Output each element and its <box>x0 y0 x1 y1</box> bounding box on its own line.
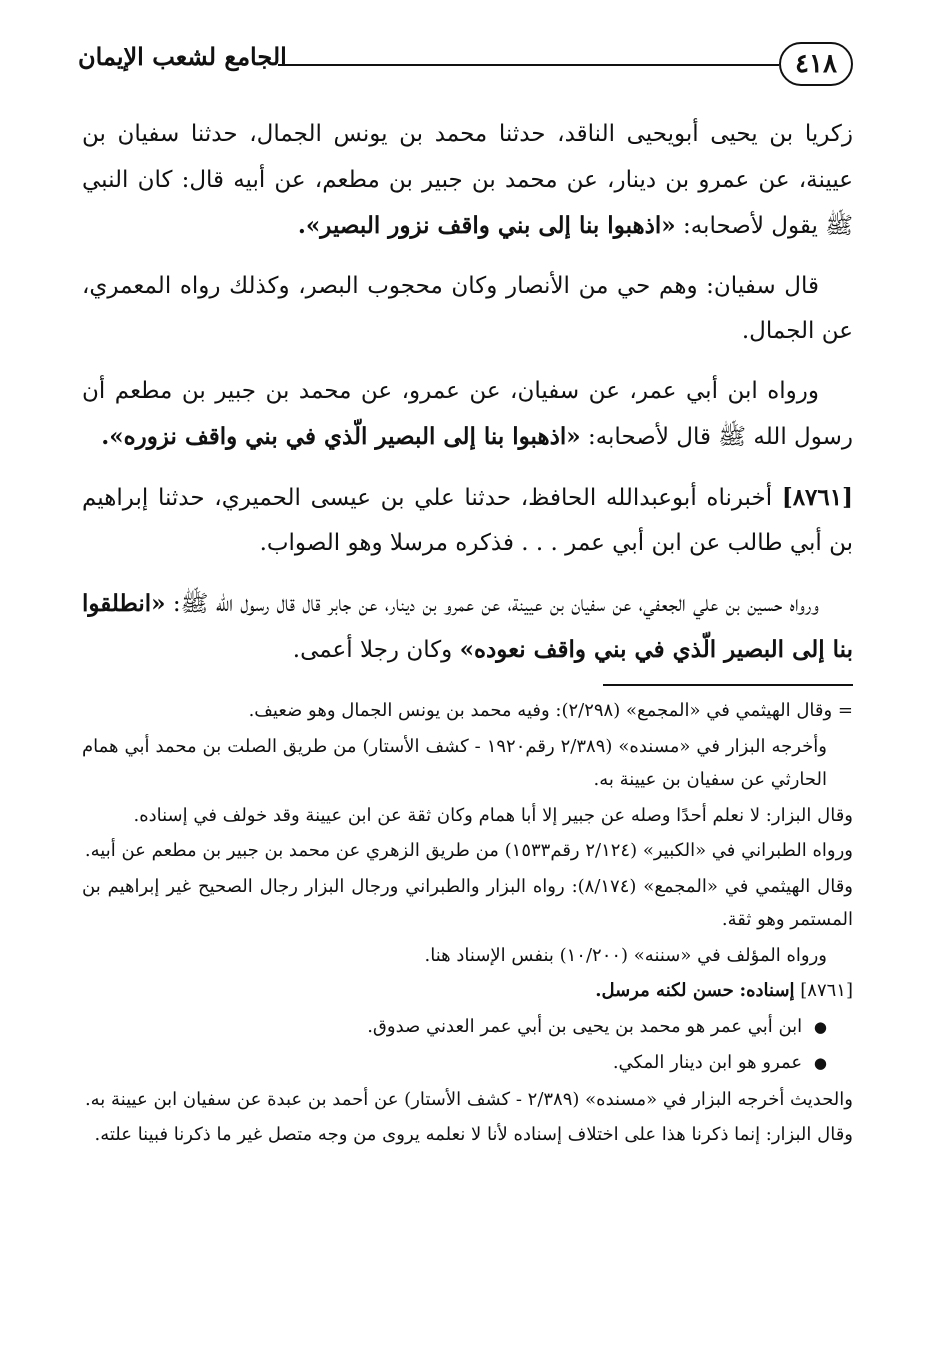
footnote-7 <box>82 974 853 1008</box>
paragraph-3 <box>82 369 853 461</box>
paragraph-1-quote: «اذهبوا بنا إلى بني واقف نزور البصير». <box>297 212 676 239</box>
footnote-bullet-2 <box>82 1046 853 1081</box>
footnote-7-label: إسناده: <box>739 980 795 1001</box>
footnote-3: وقال البزار: لا نعلم أحدًا وصله عن جبير إلا أبا همام وكان ثقة عن ابن عيينة وقد خولف في إسناده. <box>133 804 853 826</box>
paragraph-1 <box>82 112 853 250</box>
footnote-bullet-1-text: ابن أبي عمر هو محمد بن يحيى بن أبي عمر العدني صدوق. <box>367 1015 803 1037</box>
footnote-4: ورواه الطبراني في «الكبير» (٢/١٢٤ رقم١٥٣٣) من طريق الزهري عن محمد بن جبير بن مطعم عن أبيه. <box>84 840 853 861</box>
page-header <box>78 38 853 92</box>
footnote-5: وقال الهيثمي في «المجمع» (٨/١٧٤): رواه البزار والطبراني ورجال البزار رجال الصحيح غير إبراهيم بن المستمر وهو ثقة. <box>82 875 853 930</box>
paragraph-5-quote: «انطلقوا بنا إلى البصير الّذي في بني واقف نعوده» <box>82 589 853 663</box>
paragraph-3-quote: «اذهبوا بنا إلى البصير الّذي في بني واقف نزوره». <box>101 423 581 450</box>
footnote-divider <box>603 684 853 686</box>
bullet-icon: ● <box>813 1017 827 1036</box>
bullet-icon: ● <box>813 1054 827 1072</box>
hadith-8761 <box>82 475 853 567</box>
header-rule <box>278 64 779 66</box>
footnote-1: = وقال الهيثمي في «المجمع» (٢/٢٩٨): وفيه محمد بن يونس الجمال وهو ضعيف. <box>248 700 853 721</box>
hadith-number: [٨٧٦١] <box>781 483 854 511</box>
paragraph-5 <box>82 581 853 674</box>
footnote-7-number: [٨٧٦١] <box>800 980 853 1001</box>
page-number: ٤١٨ <box>779 42 853 86</box>
footnote-6: ورواه المؤلف في «سننه» (١٠/٢٠٠) بنفس الإسناد هنا. <box>424 944 827 966</box>
footnote-bullet-1 <box>82 1010 853 1045</box>
book-title: الجامع لشعب الإيمان <box>78 42 287 71</box>
paragraph-5-text-a: ورواه حسين بن علي الجعفي، عن سفيان بن عيينة، عن عمرو بن دينار، عن جابر قال قال رسول الله ﷺ: <box>172 590 820 617</box>
footnote-7-text: حسن لكنه مرسل. <box>595 980 734 1001</box>
main-text <box>82 112 853 688</box>
footnotes <box>82 694 853 1154</box>
paragraph-1-text: زكريا بن يحيى أبويحيى الناقد، حدثنا محمد بن يونس الجمال، حدثنا سفيان بن عيينة، عن عمرو بن دينار، عن محمد بن جبير بن مطعم، عن أبيه قال: كان النبي ﷺ يقول لأصحابه: <box>82 121 853 239</box>
footnote-2: وأخرجه البزار في «مسنده» (٢/٣٨٩ رقم١٩٢٠ - كشف الأستار) من طريق الصلت بن محمد أبي همام الحارثي عن سفيان بن عيينة به. <box>82 735 827 790</box>
paragraph-5-text-b: وكان رجلا أعمى. <box>292 637 453 663</box>
hadith-text: أخبرناه أبوعبدالله الحافظ، حدثنا علي بن عيسى الحميري، حدثنا إبراهيم بن أبي طالب عن ابن أبي عمر . . . فذكره مرسلا وهو الصواب. <box>82 484 853 556</box>
paragraph-3-text: ورواه ابن أبي عمر، عن سفيان، عن عمرو، عن محمد بن جبير بن مطعم أن رسول الله ﷺ قال لأصحابه: <box>82 377 853 450</box>
footnote-bullet-2-text: عمرو هو ابن دينار المكي. <box>612 1052 803 1073</box>
footnote-8: والحديث أخرجه البزار في «مسنده» (٢/٣٨٩ - كشف الأستار) عن أحمد بن عبدة عن سفيان ابن عيينة به. <box>84 1088 853 1110</box>
paragraph-2: قال سفيان: وهم حي من الأنصار وكان محجوب البصر، وكذلك رواه المعمري، عن الجمال. <box>82 272 853 344</box>
footnote-9: وقال البزار: إنما ذكرنا هذا على اختلاف إسناده لأنا لا نعلمه يروى من وجه متصل غير ما ذكرنا فبينا علته. <box>94 1124 853 1145</box>
